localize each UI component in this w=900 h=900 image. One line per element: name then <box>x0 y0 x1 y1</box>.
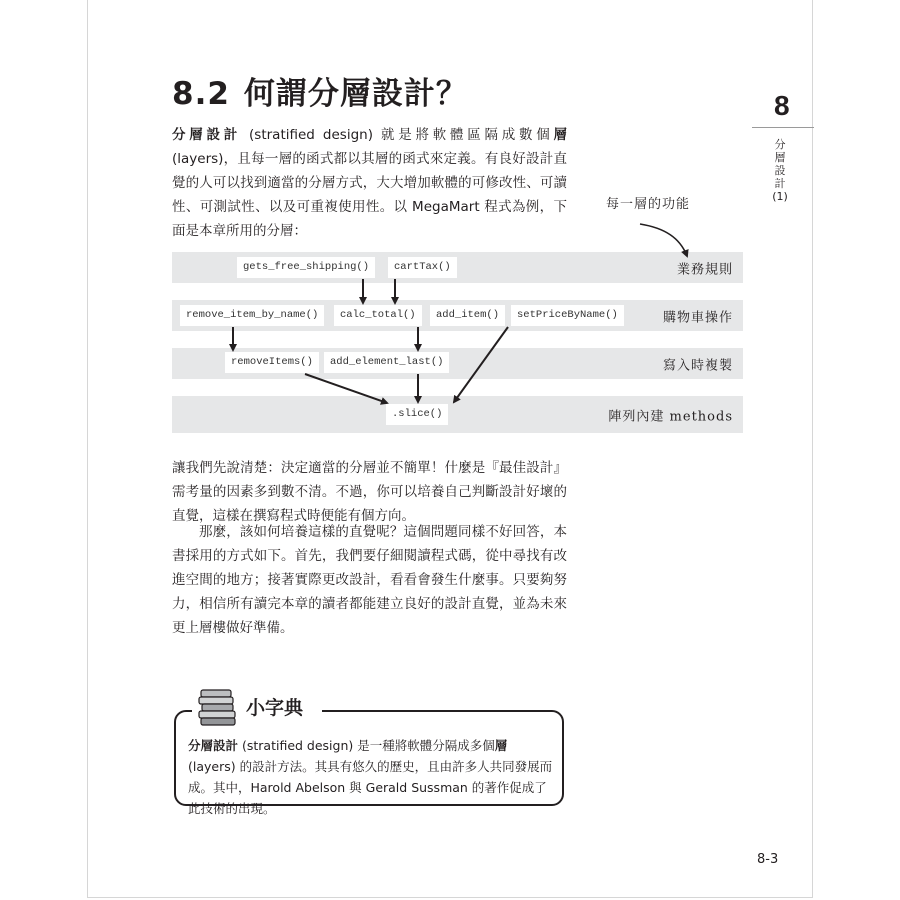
section-heading <box>172 68 468 113</box>
chapter-part: (1) <box>772 190 788 203</box>
glossary-text-a: (stratified design) 是一種將軟體分隔成多個 <box>238 738 495 753</box>
layer-label: 寫入時複製 <box>662 358 733 373</box>
term-layer: 層 <box>553 127 568 143</box>
body-paragraph-1: 讓我們先說清楚：決定適當的分層並不簡單！什麼是『最佳設計』需考量的因素多到數不清。不過，你可以培養自己判斷設計好壞的直覺，這樣在撰寫程式時便能有個方向。 <box>172 460 567 524</box>
intro-text-b: (layers)，且每一層的函式都以其層的函式來定義。有良好設計直覺的人可以找到適當的分層方式，大大增加軟體的可修改性、可讀性、可測試性、以及可重複使用性。以 MegaMart 程式為例，下面是本章所用的分層： <box>172 151 567 239</box>
fn-cart-tax: cartTax() <box>388 257 457 278</box>
intro-paragraph <box>172 123 567 243</box>
fn-gets-free-shipping: gets_free_shipping() <box>237 257 375 278</box>
glossary-text <box>188 735 556 819</box>
fn-add-item: add_item() <box>430 305 505 326</box>
page-number: 8-3 <box>757 852 779 867</box>
chapter-divider <box>752 127 814 128</box>
chapter-number: 8 <box>774 90 790 121</box>
body-paragraph-2: 那麼，該如何培養這樣的直覺呢？這個問題同樣不好回答，本書採用的方式如下。首先，我們要仔細閱讀程式碼，從中尋找有改進空間的地方；接著實際更改設計，看看會發生什麼事。只要夠努力，相信所有讀完本章的讀者都能建立良好的設計直覺，並為未來更上層樓做好準備。 <box>172 524 567 636</box>
layer-label: 陣列內建 methods <box>608 409 733 424</box>
layer-function-annotation: 每一層的功能 <box>606 197 691 212</box>
glossary-term: 分層設計 <box>188 738 239 753</box>
fn-remove-items: removeItems() <box>225 352 319 373</box>
layer-label: 業務規則 <box>676 262 733 277</box>
glossary-text-b: (layers) 的設計方法。其具有悠久的歷史，且由許多人共同發展而成。其中，Harold Abelson 與 Gerald Sussman 的著作促成了此技術的出現。 <box>188 759 553 816</box>
fn-calc-total: calc_total() <box>334 305 422 326</box>
section-title: 何謂分層設計？ <box>243 76 468 112</box>
chapter-name: 分層設計 <box>774 138 786 190</box>
section-number: 8.2 <box>172 76 230 112</box>
glossary-term-layer: 層 <box>494 738 508 753</box>
chapter-tab <box>752 86 814 128</box>
term-stratified-design: 分層設計 <box>172 127 241 143</box>
fn-remove-item-by-name: remove_item_by_name() <box>180 305 324 326</box>
fn-add-element-last: add_element_last() <box>324 352 449 373</box>
layer-label: 購物車操作 <box>662 310 733 325</box>
intro-text-a: (stratified design) 就是將軟體區隔成數個 <box>241 127 554 143</box>
layer-array-builtins <box>172 396 743 433</box>
stacked-books-icon <box>197 688 239 726</box>
fn-set-price-by-name: setPriceByName() <box>511 305 624 326</box>
fn-slice: .slice() <box>386 404 448 425</box>
glossary-title: 小字典 <box>246 697 304 719</box>
